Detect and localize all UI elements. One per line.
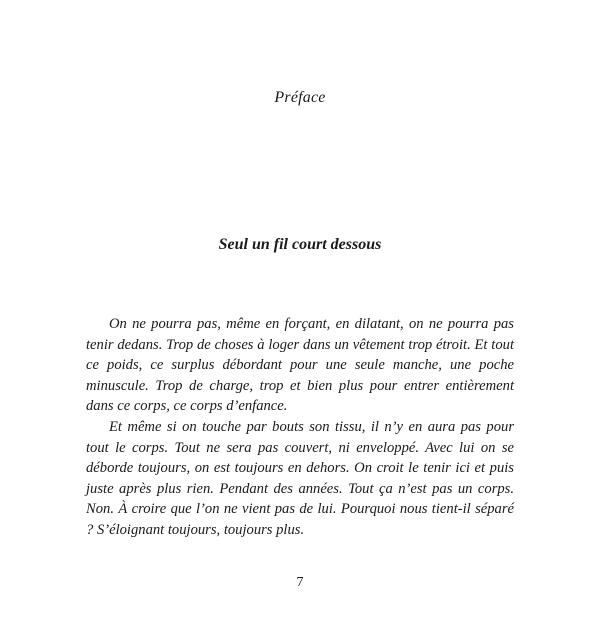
chapter-title: Seul un fil court dessous <box>218 236 382 253</box>
page-number: 7 <box>296 575 304 590</box>
paragraph-2: Et même si on touche par bouts son tissu, il n’y en aura pas pour tout le corps. Tout ne sera pas couvert, ni enveloppé. Avec lui on se déborde toujours, on est toujours en dehors. On croit le tenir ici et puis juste après plus rien. Pendant des années. Tout ça n’est pas un corps. Non. À croire que l’on ne vient pas de lui. Pourquoi nous tient-il séparé ? S’éloignant toujours, toujours plus. <box>86 418 514 538</box>
paragraph-1: On ne pourra pas, même en forçant, en dilatant, on ne pourra pas tenir dedans. Trop de choses à loger dans un vêtement trop étroit. Et tout ce poids, ce surplus débordant pour une seule manche, une poche minuscule. Trop de charge, trop et bien plus pour entrer entièrement dans ce corps, ce corps d’enfance. <box>86 316 514 415</box>
preface-heading: Préface <box>274 89 326 106</box>
body-text <box>86 314 514 541</box>
